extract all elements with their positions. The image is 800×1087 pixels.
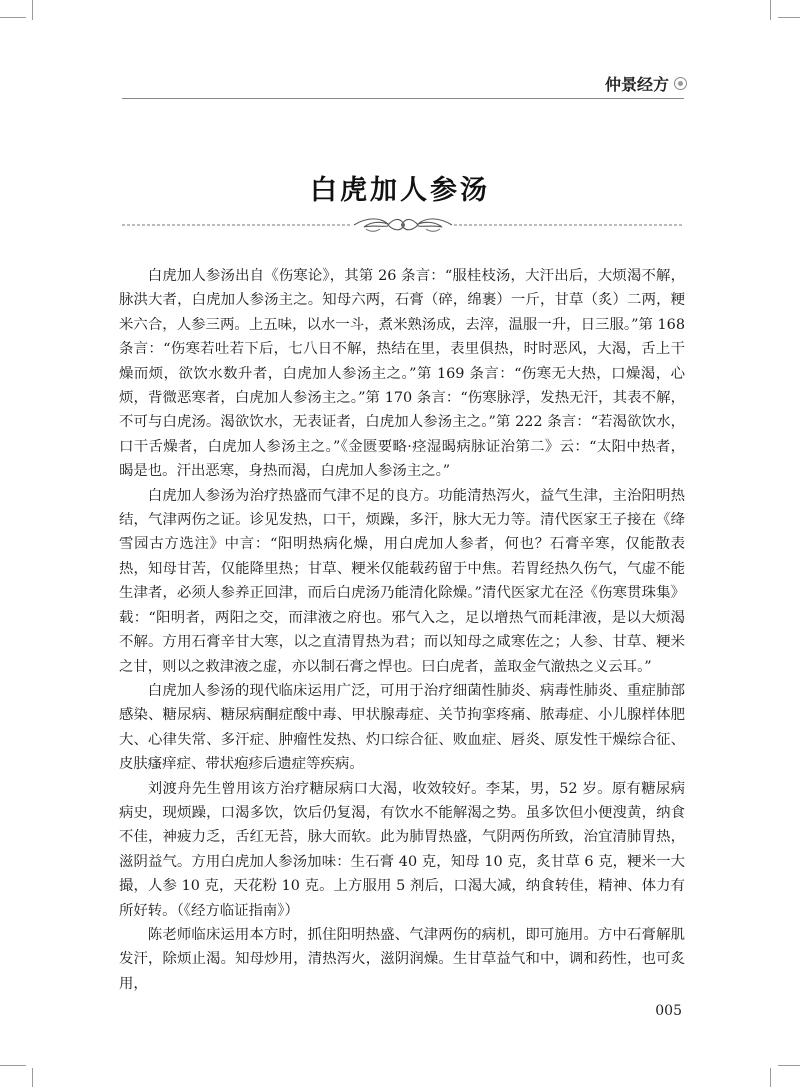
title-ornament-divider — [122, 215, 684, 235]
crop-mark-top-right-h — [778, 17, 800, 18]
crop-mark-bottom-left-h — [0, 1065, 26, 1066]
section-title: 仲景经方 — [604, 75, 669, 94]
paragraph-modern-use: 白虎加人参汤的现代临床运用广泛，可用于治疗细菌性肺炎、病毒性肺炎、重症肺部感染、糖尿病、糖尿病酮症酸中毒、甲状腺毒症、关节拘挛疼痛、脓毒症、小儿腺样体肥大、心律失常、多汗症、肿瘤性发热、灼口综合征、败血症、唇炎、原发性干燥综合征、皮肤瘙痒症、带状疱疹后遗症等疾病。 — [119, 682, 685, 773]
paragraph-teacher-use: 陈老师临床运用本方时，抓住阳明热盛、气津两伤的病机，即可施用。方中石膏解肌发汗，除烦止渴。知母炒用，清热泻火，滋阴润燥。生甘草益气和中，调和药性，也可炙用， — [119, 926, 685, 992]
bullet-circle-icon — [674, 77, 687, 90]
paragraph-source: 白虎加人参汤出自《伤寒论》，其第 26 条言：“服桂枝汤，大汗出后，大烦渴不解，脉洪大者，白虎加人参汤主之。知母六两，石膏（碎，绵裹）一斤，甘草（炙）二两，粳米六合，人参三两。上五味，以水一斗，煮米熟汤成，去滓，温服一升，日三服。”第 168 条言：“伤寒若吐若下后，七八日不解，热结在里，表里俱热，时时恶风，大渴，舌上干燥而烦，欲饮水数升者，白虎加人参汤主之。”第 169 条言：“伤寒无大热，口燥渴，心烦，背微恶寒者，白虎加人参汤主之。”第 170 条言：“伤寒脉浮，发热无汗，其表不解，不可与白虎汤。渴欲饮水，无表证者，白虎加人参汤主之。”第 222 条言：“若渴欲饮水，口干舌燥者，白虎加人参汤主之。”《金匮要略·痉湿暍病脉证治第二》云：“太阳中热者，暍是也。汗出恶寒，身热而渴，白虎加人参汤主之。” — [119, 268, 685, 480]
crop-mark-top-right-v — [770, 0, 771, 20]
crop-mark-bottom-left-v — [32, 1068, 33, 1087]
header-rule — [122, 98, 684, 99]
page-number: 005 — [655, 1003, 682, 1019]
article-body — [119, 264, 685, 996]
floral-ornament-icon — [122, 215, 684, 235]
crop-mark-top-left-h — [0, 17, 26, 18]
paragraph-function: 白虎加人参汤为治疗热盛而气津不足的良方。功能清热泻火，益气生津，主治阳明热结，气津两伤之证。诊见发热，口干，烦躁，多汗，脉大无力等。清代医家王子接在《绛雪园古方选注》中言：“阳明热病化燥，用白虎加人参者，何也？石膏辛寒，仅能散表热，知母甘苦，仅能降里热；甘草、粳米仅能载药留于中焦。若胃经热久伤气，气虚不能生津者，必须人参养正回津，而后白虎汤乃能清化除燥。”清代医家尤在泾《伤寒贯珠集》载：“阳明者，两阳之交，而津液之府也。邪气入之，足以增热气而耗津液，是以大烦渴不解。方用石膏辛甘大寒，以之直清胃热为君；而以知母之咸寒佐之；人参、甘草、粳米之甘，则以之救津液之虚，亦以制石膏之悍也。曰白虎者，盖取金气澈热之义云耳。” — [119, 487, 685, 675]
crop-mark-top-left-v — [32, 0, 33, 20]
chapter-title: 白虎加人参汤 — [310, 175, 490, 206]
paragraph-case: 刘渡舟先生曾用该方治疗糖尿病口大渴，收效较好。李某，男，52 岁。原有糖尿病病史，现烦躁，口渴多饮，饮后仍复渴，有饮水不能解渴之势。虽多饮但小便溲黄，纳食不佳，神疲力乏，舌红无苔，脉大而软。此为肺胃热盛，气阴两伤所致，治宜清肺胃热，滋阴益气。方用白虎加人参汤加味：生石膏 40 克，知母 10 克，炙甘草 6 克，粳米一大撮，人参 10 克，天花粉 10 克。上方服用 5 剂后，口渴大减，纳食转佳，精神、体力有所好转。（《经方临证指南》） — [119, 780, 685, 919]
crop-mark-bottom-right-h — [778, 1065, 800, 1066]
crop-mark-bottom-right-v — [770, 1068, 771, 1087]
running-header — [605, 72, 687, 95]
